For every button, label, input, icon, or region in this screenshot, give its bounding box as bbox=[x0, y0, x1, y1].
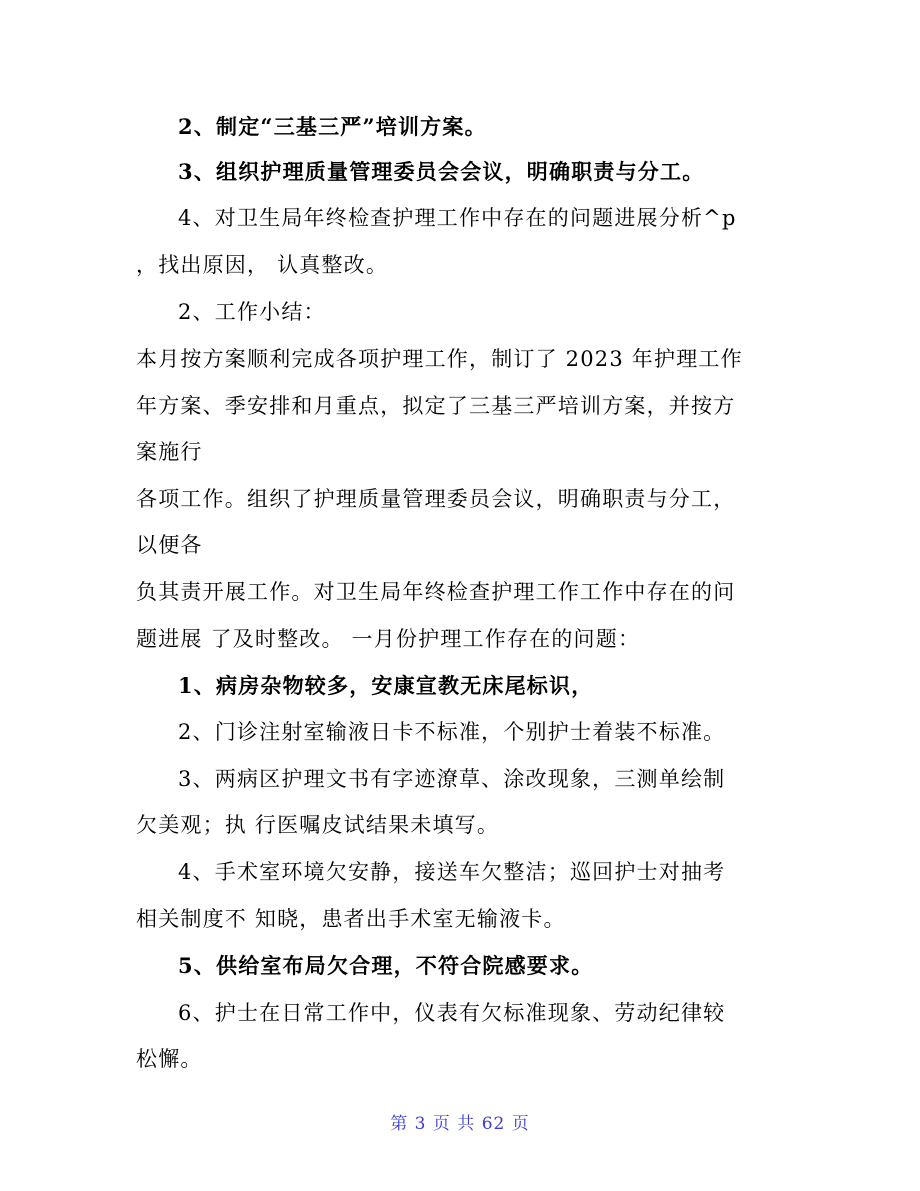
text-line-15: 3、两病区护理文书有字迹潦草、涂改现象，三测单绘制 bbox=[178, 767, 726, 791]
text-line-5: 2、工作小结： bbox=[178, 300, 326, 324]
text-line-17: 4、手术室环境欠安静，接送车欠整洁；巡回护士对抽考 bbox=[178, 860, 726, 884]
text-line-12: 题进展 了及时整改。 一月份护理工作存在的问题： bbox=[136, 627, 641, 651]
text-line-3: 4、对卫生局年终检查护理工作中存在的问题进展分析^p bbox=[178, 206, 737, 230]
text-line-14: 2、门诊注射室输液日卡不标准，个别护士着装不标准。 bbox=[178, 720, 726, 744]
text-line-10: 以便各 bbox=[136, 533, 203, 557]
text-line-20: 6、护士在日常工作中，仪表有欠标准现象、劳动纪律较 bbox=[178, 1001, 726, 1025]
text-line-9: 各项工作。组织了护理质量管理委员会议，明确职责与分工， bbox=[136, 487, 736, 511]
text-line-16: 欠美观；执 行医嘱皮试结果未填写。 bbox=[136, 813, 500, 837]
text-line-7: 年方案、季安排和月重点，拟定了三基三严培训方案，并按方 bbox=[136, 394, 736, 418]
text-line-11: 负其责开展工作。对卫生局年终检查护理工作工作中存在的问 bbox=[136, 580, 736, 604]
text-line-4: ，找出原因， 认真整改。 bbox=[136, 253, 389, 277]
text-line-2: 3、组织护理质量管理委员会会议，明确职责与分工。 bbox=[178, 159, 705, 184]
text-line-13: 1、病房杂物较多，安康宣教无床尾标识， bbox=[178, 673, 594, 698]
text-line-18: 相关制度不 知晓，患者出手术室无输液卡。 bbox=[136, 907, 566, 931]
page-footer: 第 3 页 共 62 页 bbox=[390, 1114, 530, 1134]
text-line-6: 本月按方案顺利完成各项护理工作，制订了 2023 年护理工作 bbox=[136, 347, 743, 371]
text-line-19: 5、供给室布局欠合理，不符合院感要求。 bbox=[178, 953, 594, 978]
text-line-21: 松懈。 bbox=[136, 1047, 203, 1071]
text-line-1: 2、制定“三基三严”培训方案。 bbox=[178, 114, 487, 139]
text-line-8: 案施行 bbox=[136, 440, 203, 464]
